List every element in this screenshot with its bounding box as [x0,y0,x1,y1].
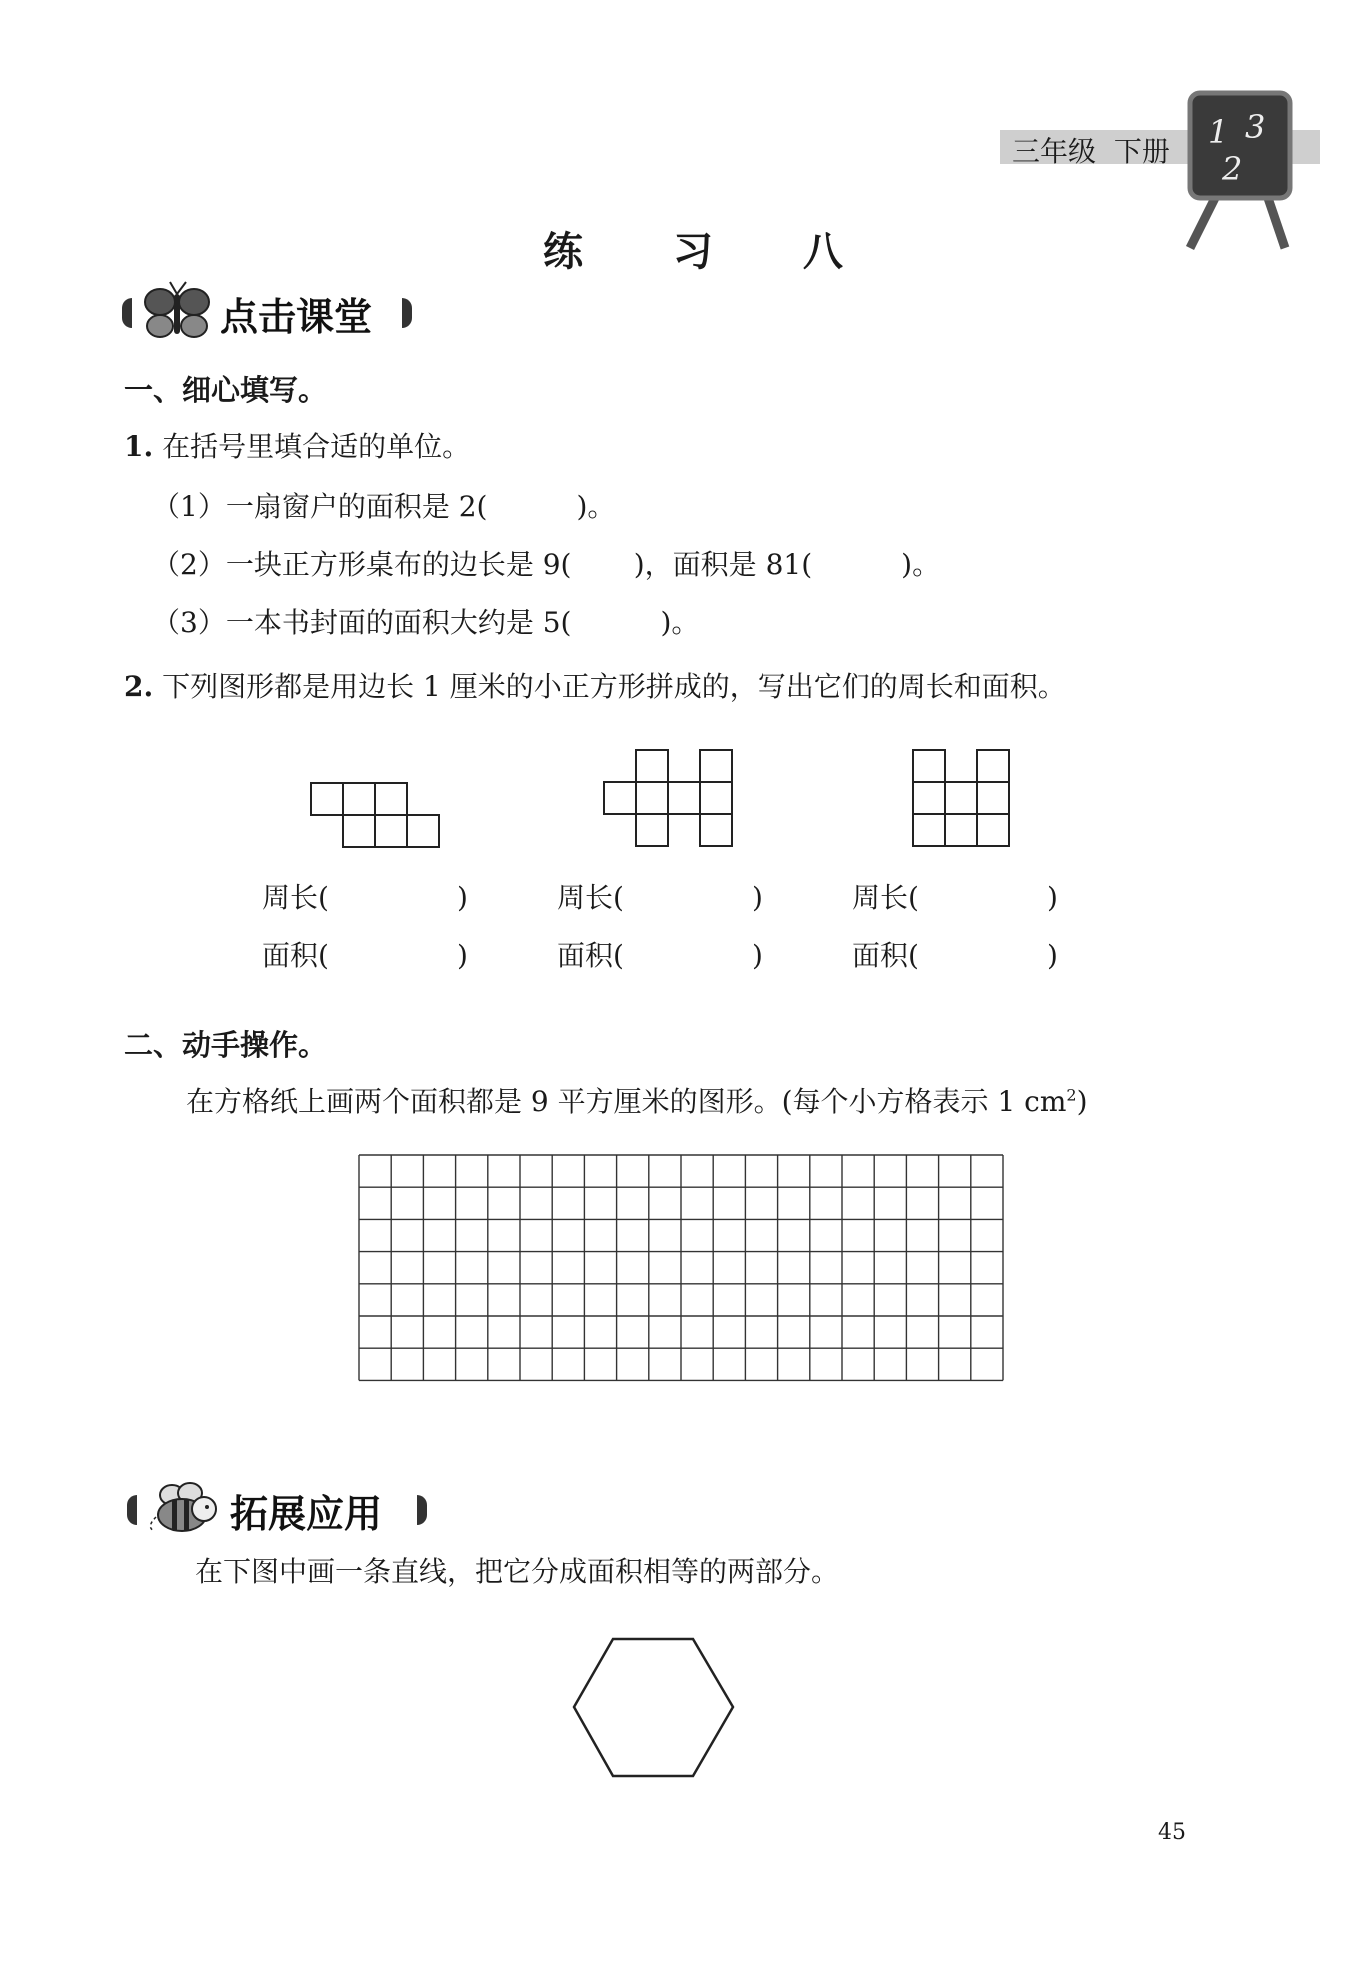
q1-text: 在括号里填合适的单位。 [162,430,471,463]
part1-heading: 一、细心填写。 [124,373,328,407]
part3-instruction: 在下图中画一条直线，把它分成面积相等的两部分。 [195,1555,840,1588]
board-digit-3: 3 [1245,108,1266,146]
grade-label: 三年级 下册 [1012,135,1170,168]
grid-paper[interactable] [358,1154,1008,1384]
figure-2-area: 面积( ) [557,939,763,972]
butterfly-icon [142,282,212,342]
figure-3-area: 面积( ) [852,939,1058,972]
q1-item-1: （1）一扇窗户的面积是 2( )。 [152,490,616,523]
q2-number: 2. [124,670,154,703]
hexagon-figure[interactable] [570,1635,740,1785]
part2-heading: 二、动手操作。 [124,1028,328,1062]
figure-1-perimeter: 周长( ) [262,881,468,914]
section-title-classroom: 点击课堂 [220,295,373,339]
badge-cap-left [122,298,132,328]
bee-icon [142,1477,222,1537]
section-badge-classroom [122,290,422,339]
board-digit-2: 2 [1222,150,1243,188]
figure-2-perimeter: 周长( ) [557,881,763,914]
figure-2 [603,749,743,854]
q1-item-3: （3）一本书封面的面积大约是 5( )。 [152,606,700,639]
page-title: 练 习 八 [543,229,881,275]
badge-cap-right [402,298,412,328]
q1-item-2: （2）一块正方形桌布的边长是 9( )，面积是 81( )。 [152,548,941,581]
q2-prompt [124,665,1066,705]
section-title-extension: 拓展应用 [230,1492,383,1536]
badge-cap-left [127,1495,137,1525]
figure-3-perimeter: 周长( ) [852,881,1058,914]
q1-number: 1. [124,430,154,463]
chalkboard-icon [1180,88,1300,258]
figure-1-area: 面积( ) [262,939,468,972]
q1-prompt [124,425,470,465]
badge-cap-right [417,1495,427,1525]
figure-1 [310,782,450,854]
figure-3 [912,749,1022,854]
page-number: 45 [1158,1820,1186,1845]
board-digit-1: 1 [1208,113,1229,151]
part2-instruction: 在方格纸上画两个面积都是 9 平方厘米的图形。(每个小方格表示 1 $cm^2$) [186,1085,1088,1118]
q2-text: 下列图形都是用边长 1 厘米的小正方形拼成的，写出它们的周长和面积。 [162,670,1066,703]
cm-superscript: 2 [1066,1085,1077,1105]
section-badge-extension [127,1487,427,1536]
